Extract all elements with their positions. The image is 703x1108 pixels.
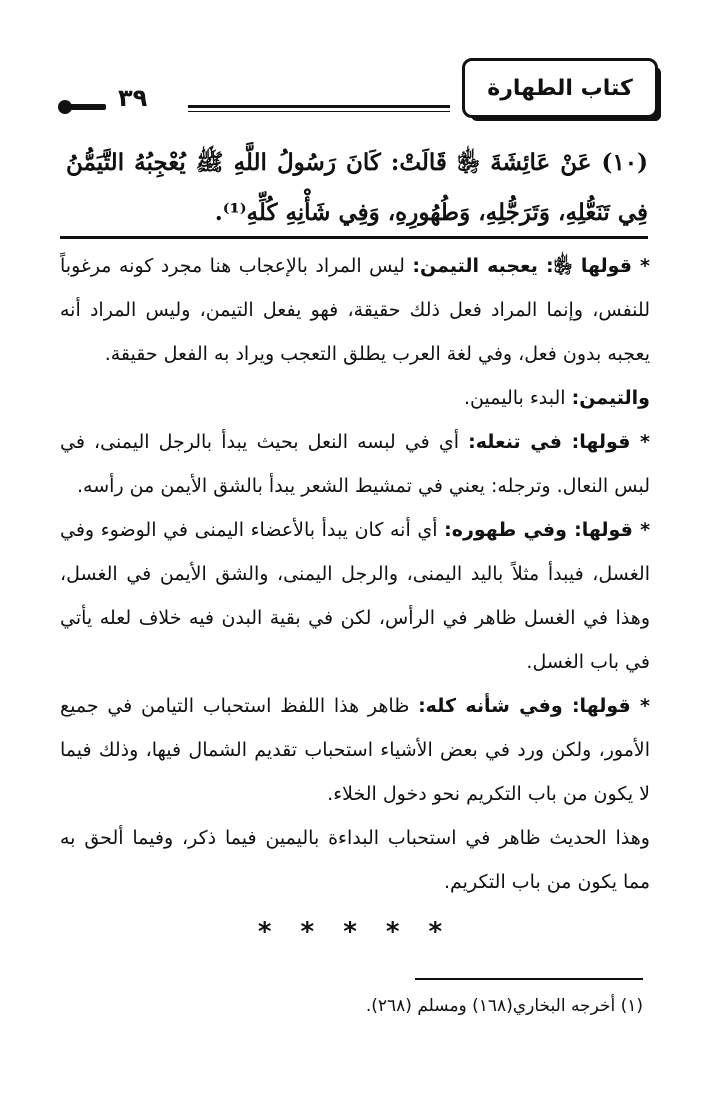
paragraph-text: ليس المراد بالإعجاب هنا مجرد كونه مرغوباً للنفس، وإنما المراد فعل ذلك حقيقة، فهو يفعل التيمن، وليس المراد أنه يعجبه بدون فعل، وفي لغة العرب يطلق التعجب ويراد به الفعل حقيقة. xyxy=(60,255,650,365)
commentary-paragraph xyxy=(60,816,650,904)
header-rule-thin xyxy=(188,111,450,112)
paragraph-lead: والتيمن: xyxy=(571,387,650,409)
paragraph-text: أي في لبسه النعل بحيث يبدأ بالرجل اليمنى، في لبس النعال. وترجله: يعني في تمشيط الشعر يبدأ بالشق الأيمن من رأسه. xyxy=(60,431,650,497)
paragraph-lead: * قولها: وفي طهوره: xyxy=(444,519,651,541)
page-header xyxy=(58,58,658,128)
footnote-rule xyxy=(415,978,643,980)
paragraph-lead: * قولها: وفي شأنه كله: xyxy=(418,695,650,717)
chapter-title-frame xyxy=(462,58,658,118)
footnote: (١) أخرجه البخاري(١٦٨) ومسلم (٢٦٨). xyxy=(365,996,643,1016)
commentary-paragraph xyxy=(60,508,650,684)
section-divider-stars: * * * * * xyxy=(257,917,453,947)
paragraph-lead: * قولها: في تنعله: xyxy=(468,431,650,453)
header-rule xyxy=(188,105,450,108)
commentary-paragraph xyxy=(60,244,650,376)
ornament-dot xyxy=(58,100,72,114)
commentary-paragraph xyxy=(60,420,650,508)
paragraph-lead: * قولها ﵂: يعجبه التيمن: xyxy=(412,255,650,277)
commentary-paragraph xyxy=(60,376,650,420)
commentary xyxy=(60,244,650,952)
commentary-paragraph xyxy=(60,684,650,816)
chapter-title: كتاب الطهارة xyxy=(487,75,633,101)
hadith-text: (١٠) عَنْ عَائِشَةَ ﵂ قَالَتْ: كَانَ رَسُولُ اللَّهِ ﷺ يُعْجِبُهُ التَّيَمُّنُ فِي تَنَعُّلِهِ، وَتَرَجُّلِهِ، وَطُهُورِهِ، وَفِي شَأْنِهِ كُلِّهِ⁽¹⁾. xyxy=(66,149,648,226)
paragraph-text: وهذا الحديث ظاهر في استحباب البداءة باليمين فيما ذكر، وفيما ألحق به مما يكون من باب التكريم. xyxy=(60,827,650,893)
page-number: ٣٩ xyxy=(118,84,148,112)
paragraph-text: البدء باليمين. xyxy=(463,387,572,409)
paragraph-text: أي أنه كان يبدأ بالأعضاء اليمنى في الوضوء وفي الغسل، فيبدأ مثلاً باليد اليمنى، والرجل اليمنى، والشق الأيمن في الغسل، وهذا في الغسل ظاهر في الرأس، لكن في بقية البدن فيه خلاف لعله يأتي في باب الغسل. xyxy=(60,519,650,673)
ornament-bar xyxy=(66,104,106,110)
hadith-separator xyxy=(60,236,648,239)
paragraph-text: ظاهر هذا اللفظ استحباب التيامن في جميع الأمور، ولكن ورد في بعض الأشياء استحباب تقديم الشمال فيها، وذلك فيما لا يكون من باب التكريم نحو دخول الخلاء. xyxy=(60,695,650,805)
